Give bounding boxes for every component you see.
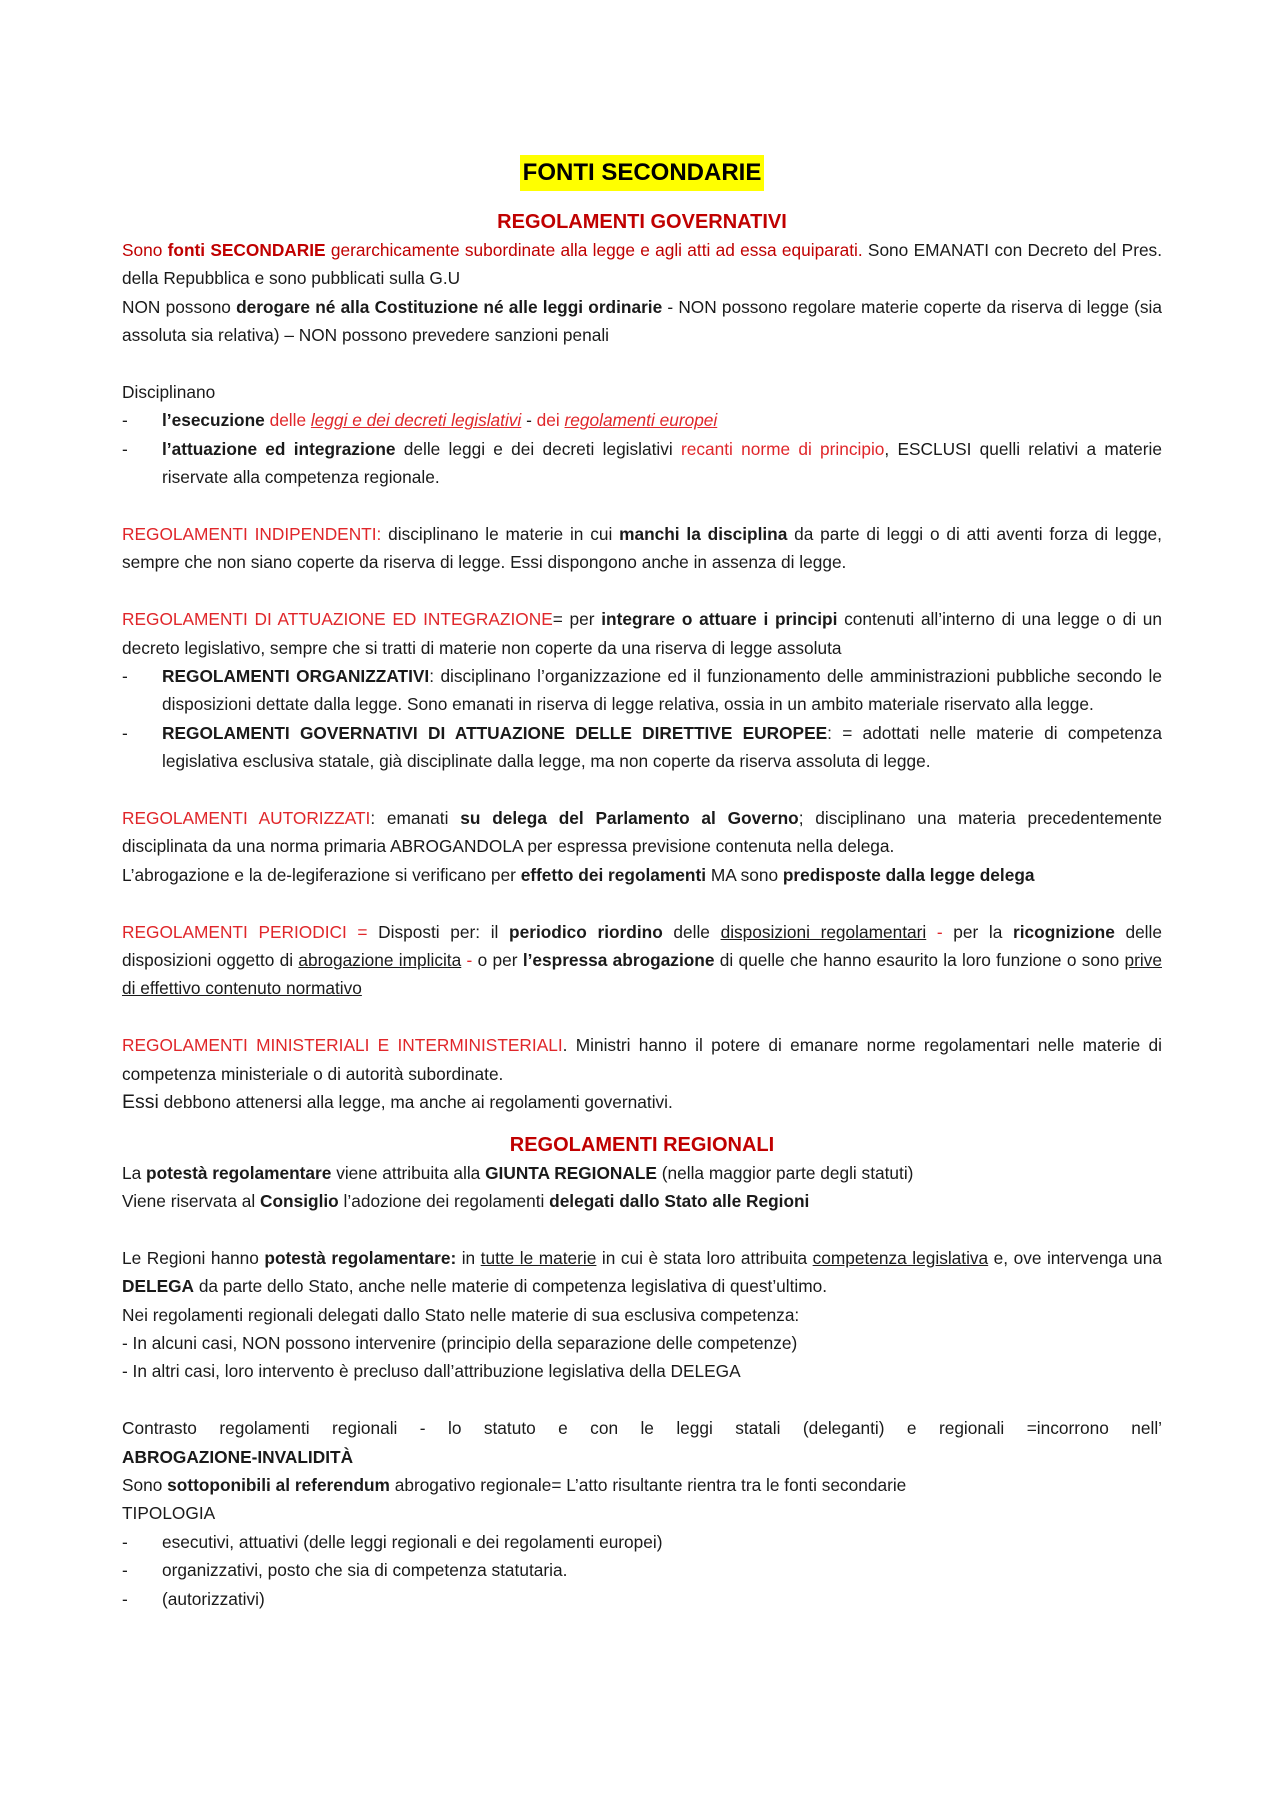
bold-text: l’attuazione ed integrazione bbox=[162, 438, 396, 459]
paragraph-ministeriali bbox=[122, 1031, 1162, 1088]
text: e, ove intervenga una bbox=[988, 1247, 1162, 1268]
text: contenuti all’interno di una legge o di un decreto legislativo, sempre che si tratti di materie non coperte da una riserva di legge assoluta bbox=[122, 609, 1162, 658]
list-item bbox=[122, 1528, 1162, 1556]
bold-text: su delega del Parlamento al Governo bbox=[460, 808, 799, 829]
term-label: REGOLAMENTI DI ATTUAZIONE ED INTEGRAZIONE bbox=[122, 609, 553, 630]
text: Sono EMANATI con Decreto del Pres. della Repubblica e sono pubblicati sulla G.U bbox=[122, 240, 1163, 289]
section-heading-regionali: REGOLAMENTI REGIONALI bbox=[509, 1133, 775, 1156]
list-item bbox=[122, 406, 1162, 434]
bold-text: potestà regolamentare: bbox=[264, 1247, 457, 1268]
underlined-text: prive di effettivo contenuto normativo bbox=[122, 950, 1162, 999]
term-label: REGOLAMENTI MINISTERIALI E INTERMINISTERIALI bbox=[122, 1035, 563, 1056]
dash-bullet: - bbox=[122, 438, 128, 459]
paragraph-limits bbox=[122, 293, 1162, 350]
bold-text: potestà regolamentare bbox=[146, 1162, 332, 1183]
text: in cui è stata loro attribuita bbox=[596, 1247, 813, 1268]
text: MA sono bbox=[706, 864, 783, 885]
bold-text: ricognizione bbox=[1013, 921, 1115, 942]
dash-bullet: - bbox=[122, 1588, 128, 1609]
text: ; disciplinano una materia precedentemente disciplinata da una norma primaria ABROGANDOLA per espressa previsione contenuta nella delega. bbox=[122, 808, 1162, 857]
bold-text: REGOLAMENTI GOVERNATIVI DI ATTUAZIONE DELLE DIRETTIVE EUROPEE bbox=[162, 722, 828, 743]
term-label: REGOLAMENTI PERIODICI = bbox=[122, 921, 379, 942]
text: organizzativi, posto che sia di competenza statutaria. bbox=[162, 1560, 568, 1581]
text: L’abrogazione e la de-legiferazione si verificano per bbox=[122, 864, 521, 885]
disciplinano-label: Disciplinano bbox=[122, 382, 216, 403]
paragraph-referendum bbox=[122, 1471, 1162, 1499]
paragraph-abrogazione bbox=[122, 861, 1162, 889]
text: da parte di leggi o di atti aventi forza di legge, sempre che non siano coperte da riserva di legge. Essi dispongono anche in assenza di legge. bbox=[122, 524, 1162, 573]
paragraph-intro bbox=[122, 236, 1162, 293]
text: da parte dello Stato, anche nelle materie di competenza legislativa di quest’ultimo. bbox=[194, 1276, 828, 1297]
term-label: REGOLAMENTI INDIPENDENTI: bbox=[122, 524, 382, 545]
paragraph-regioni-potesta bbox=[122, 1244, 1162, 1301]
bold-text: periodico riordino bbox=[509, 921, 663, 942]
text: Essi bbox=[122, 1091, 159, 1114]
underlined-text: competenza legislativa bbox=[812, 1247, 989, 1268]
title-wrap bbox=[122, 155, 1162, 195]
dash-bullet: - bbox=[122, 410, 128, 431]
text: debbono attenersi alla legge, ma anche ai regolamenti governativi. bbox=[158, 1092, 673, 1113]
text: , ESCLUSI quelli relativi a materie riservate alla competenza regionale. bbox=[162, 438, 1162, 488]
paragraph-invalidita bbox=[122, 1443, 1162, 1471]
text: Sono bbox=[122, 240, 168, 260]
document-page bbox=[122, 150, 1162, 1613]
paragraph-periodici bbox=[122, 918, 1162, 1003]
attuazione-list bbox=[122, 662, 1162, 776]
dash-bullet: - bbox=[122, 722, 128, 743]
list-item bbox=[122, 662, 1162, 719]
paragraph-delegati: Nei regolamenti regionali delegati dallo Stato nelle materie di sua esclusiva competenza: bbox=[122, 1304, 800, 1325]
bold-text: delegati dallo Stato alle Regioni bbox=[549, 1190, 810, 1211]
bold-text: fonti SECONDARIE bbox=[167, 240, 326, 260]
bold-text: integrare o attuare i principi bbox=[601, 609, 838, 630]
paragraph-indipendenti bbox=[122, 520, 1162, 577]
text: di quelle che hanno esaurito la loro funzione o sono bbox=[714, 950, 1125, 971]
paragraph-autorizzati bbox=[122, 804, 1162, 861]
text: : disciplinano l’organizzazione ed il funzionamento delle amministrazioni pubbliche secondo le disposizioni dettate dalla legge. Sono emanati in riserva di legge relativa, ossia in un ambito materiale riservato alla legge. bbox=[162, 666, 1163, 715]
list-item bbox=[122, 435, 1162, 492]
text: - bbox=[926, 921, 954, 942]
text: esecutivi, attuativi (delle leggi regionali e dei regolamenti europei) bbox=[162, 1531, 663, 1552]
paragraph-giunta bbox=[122, 1159, 1162, 1187]
dash-bullet: - bbox=[122, 1531, 128, 1552]
text: (nella maggior parte degli statuti) bbox=[656, 1162, 914, 1183]
text: delle bbox=[264, 410, 311, 431]
text: La bbox=[122, 1162, 147, 1183]
paragraph-essi bbox=[122, 1088, 1162, 1116]
text: delle disposizioni oggetto di bbox=[122, 921, 1162, 971]
bold-text: REGOLAMENTI ORGANIZZATIVI bbox=[162, 666, 430, 687]
text: dei bbox=[536, 410, 565, 431]
bold-text: effetto dei regolamenti bbox=[520, 864, 707, 885]
text: Le Regioni hanno bbox=[122, 1247, 265, 1268]
bold-text: manchi la disciplina bbox=[619, 524, 788, 545]
text: o per bbox=[477, 950, 523, 971]
text: - bbox=[521, 410, 537, 431]
list-item bbox=[122, 1585, 1162, 1613]
bold-text: l’esecuzione bbox=[162, 410, 265, 431]
section-heading-governativi: REGOLAMENTI GOVERNATIVI bbox=[497, 211, 787, 233]
bold-text: sottoponibili al referendum bbox=[167, 1474, 390, 1495]
text: recanti norme di principio bbox=[680, 438, 885, 459]
text: Contrasto regolamenti regionali - lo statuto e con le leggi statali (deleganti) e regionali =incorrono nell’ bbox=[122, 1418, 1162, 1439]
text: per la bbox=[953, 921, 1014, 942]
text: delle leggi e dei decreti legislativi bbox=[395, 438, 681, 459]
text: : = adottati nelle materie di competenza legislativa esclusiva statale, già disciplinate dalla legge, ma non coperte da riserva assoluta di legge. bbox=[162, 722, 1162, 772]
underlined-text: abrogazione implicita bbox=[298, 950, 462, 971]
text: l’adozione dei regolamenti bbox=[338, 1190, 550, 1211]
dash-bullet: - bbox=[122, 1560, 128, 1581]
underlined-text: leggi e dei decreti legislativi bbox=[310, 410, 522, 431]
text: = per bbox=[552, 609, 602, 630]
underlined-text: regolamenti europei bbox=[564, 410, 718, 431]
text: Disposti per: il bbox=[378, 921, 510, 942]
text: NON possono bbox=[122, 296, 237, 317]
bold-text: derogare né alla Costituzione né alle leggi ordinarie bbox=[236, 296, 663, 317]
term-label: REGOLAMENTI AUTORIZZATI bbox=[122, 808, 371, 829]
text: Viene riservata al bbox=[122, 1190, 261, 1211]
tipologia-list bbox=[122, 1528, 1162, 1613]
paragraph-alcuni-casi: - In alcuni casi, NON possono intervenire (principio della separazione delle competenze) bbox=[122, 1332, 798, 1353]
disciplinano-list bbox=[122, 406, 1162, 491]
text: gerarchicamente subordinate alla legge e agli atti ad essa equiparati. bbox=[325, 240, 863, 260]
bold-text: DELEGA bbox=[122, 1276, 195, 1297]
bold-text: GIUNTA REGIONALE bbox=[485, 1162, 657, 1183]
text: (autorizzativi) bbox=[162, 1588, 265, 1609]
paragraph-attuazione bbox=[122, 605, 1162, 662]
tipologia-label: TIPOLOGIA bbox=[122, 1503, 216, 1524]
text: viene attribuita alla bbox=[331, 1162, 486, 1183]
underlined-text: disposizioni regolamentari bbox=[720, 921, 927, 942]
text: - bbox=[461, 950, 478, 971]
document-title: FONTI SECONDARIE bbox=[520, 155, 765, 191]
text: disciplinano le materie in cui bbox=[381, 524, 620, 545]
text: - NON possono regolare materie coperte da riserva di legge (sia assoluta sia relativa) – NON possono prevedere sanzioni penali bbox=[122, 296, 1162, 346]
text: Sono bbox=[122, 1474, 168, 1495]
bold-text: ABROGAZIONE-INVALIDITÀ bbox=[122, 1446, 354, 1467]
paragraph-contrasto bbox=[122, 1414, 1162, 1442]
bold-text: predisposte dalla legge delega bbox=[782, 864, 1035, 885]
list-item bbox=[122, 719, 1162, 776]
underlined-text: tutte le materie bbox=[480, 1247, 597, 1268]
paragraph-consiglio bbox=[122, 1187, 1162, 1215]
text: abrogativo regionale= L’atto risultante rientra tra le fonti secondarie bbox=[389, 1474, 907, 1495]
bold-text: l’espressa abrogazione bbox=[522, 950, 715, 971]
dash-bullet: - bbox=[122, 666, 128, 687]
text: delle bbox=[662, 921, 721, 942]
paragraph-altri-casi: - In altri casi, loro intervento è precluso dall’attribuzione legislativa della DELEGA bbox=[122, 1361, 741, 1382]
list-item bbox=[122, 1556, 1162, 1584]
text: : emanati bbox=[370, 808, 461, 829]
text: in bbox=[456, 1247, 481, 1268]
bold-text: Consiglio bbox=[260, 1190, 339, 1211]
text: . Ministri hanno il potere di emanare norme regolamentari nelle materie di competenza ministeriale o di autorità subordinate. bbox=[122, 1035, 1162, 1084]
